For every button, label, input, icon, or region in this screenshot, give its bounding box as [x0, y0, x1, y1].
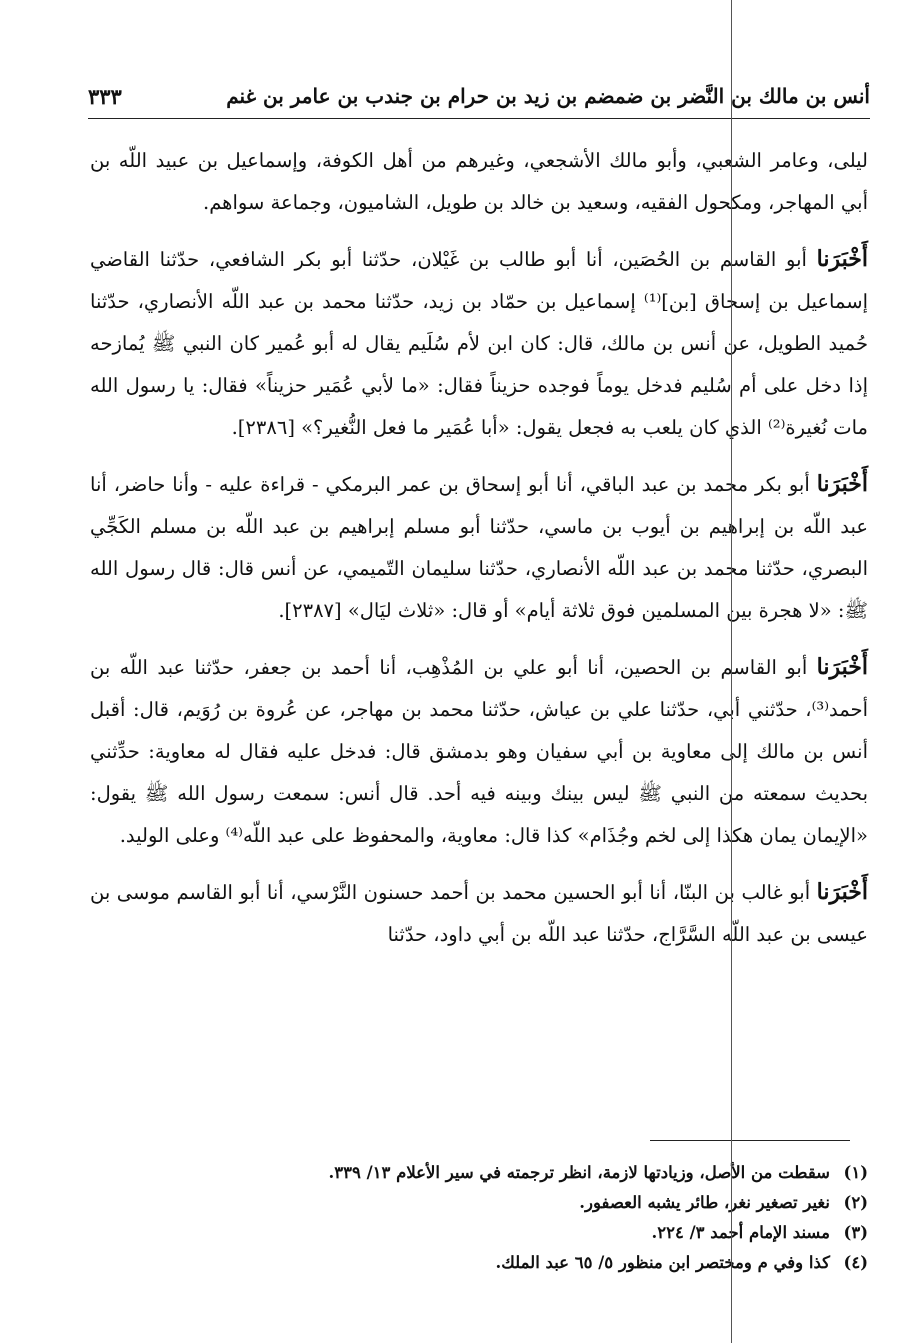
paragraph-lead: أَخْبَرَنا	[816, 471, 869, 497]
paragraph-lead: أَخْبَرَنا	[816, 654, 868, 680]
footnote-number: (٢)	[843, 1193, 868, 1212]
paragraph-text: أبو بكر محمد بن عبد الباقي، أنا أبو إسحاق بن عمر البرمكي - قراءة عليه - وأنا حاضر، أنا عبد اللّه بن إبراهيم بن أيوب بن ماسي، حدّثنا أبو مسلم إبراهيم بن عبد اللّه بن مسلم الكَجِّي البصري، حدّثنا محمد بن عبد اللّه الأنصاري، حدّثنا سليمان التّميمي، عن أنس قال: قال رسول الله ﷺ: «لا هجرة بين المسلمين فوق ثلاثة أيام» أو قال: «ثلاث ليَال» [٢٣٨٧].	[90, 473, 868, 622]
scan-fold-line	[731, 0, 732, 1343]
footnote-text: كذا وفي م ومختصر ابن منظور ٥/ ٦٥ عبد الملك.	[495, 1253, 830, 1272]
footnote-rule	[650, 1140, 850, 1141]
paragraph	[90, 463, 868, 632]
main-text	[90, 140, 868, 970]
paragraph	[90, 140, 868, 224]
paragraph-lead: أَخْبَرَنا	[816, 246, 868, 272]
footnote	[90, 1248, 868, 1278]
paragraph	[90, 238, 868, 449]
footnote	[90, 1158, 868, 1188]
footnotes	[90, 1158, 868, 1278]
footnote-number: (١)	[843, 1163, 868, 1182]
footnote-text: مسند الإمام أحمد ٣/ ٢٢٤.	[651, 1223, 830, 1242]
header-rule	[88, 118, 870, 119]
footnote	[90, 1218, 868, 1248]
running-title: أنس بن مالك بن النَّضر بن ضمضم بن زيد بن حرام بن جندب بن عامر بن غنم	[226, 84, 870, 108]
paragraph-text: أبو القاسم بن الحصين، أنا أبو علي بن المُذْهِب، أنا أحمد بن جعفر، حدّثنا عبد اللّه بن أحمد⁽³⁾، حدّثني أبي، حدّثنا علي بن عياش، حدّثنا محمد بن مهاجر، عن عُروة بن رُوَيم، قال: أقبل أنس بن مالك إلى معاوية بن أبي سفيان وهو بدمشق قال: فدخل عليه فقال له معاوية: حدِّثني بحديث سمعته من النبي ﷺ ليس بينك وبينه فيه أحد. قال أنس: سمعت رسول الله ﷺ يقول: «الإيمان يمان هكذا إلى لخم وجُذَام» كذا قال: معاوية، والمحفوظ على عبد اللّه⁽⁴⁾ وعلى الوليد.	[90, 656, 868, 847]
paragraph	[90, 871, 868, 956]
page-number: ٣٣٣	[88, 84, 122, 109]
paragraph-text: أبو القاسم بن الحُصَين، أنا أبو طالب بن غَيْلان، حدّثنا أبو بكر الشافعي، حدّثنا القاضي إسماعيل بن إسحاق [بن]⁽¹⁾ إسماعيل بن حمّاد بن زيد، حدّثنا محمد بن عبد اللّه الأنصاري، حدّثنا حُميد الطويل، عن أنس بن مالك، قال: كان ابن لأم سُلَيم يقال له أبو عُمير كان النبي ﷺ يُمازحه إذا دخل على أم سُليم فدخل يوماً فوجده حزيناً فقال: «ما لأبي عُمَير حزيناً» فقال: يا رسول الله مات نُغيرة⁽²⁾ الذي كان يلعب به فجعل يقول: «أبا عُمَير ما فعل النُّغير؟» [٢٣٨٦].	[90, 248, 868, 439]
paragraph-text: أبو غالب بن البنّا، أنا أبو الحسين محمد بن أحمد حسنون النَّرْسي، أنا أبو القاسم موسى بن عيسى بن عبد اللّه السَّرَّاج، حدّثنا عبد اللّه بن أبي داود، حدّثنا	[90, 881, 868, 946]
paragraph-text: ليلى، وعامر الشعبي، وأبو مالك الأشجعي، وغيرهم من أهل الكوفة، وإسماعيل بن عبيد اللّه بن أبي المهاجر، ومكحول الفقيه، وسعيد بن خالد بن طويل، الشاميون، وجماعة سواهم.	[90, 149, 868, 214]
footnote	[90, 1188, 868, 1218]
footnote-number: (٤)	[843, 1253, 868, 1272]
paragraph	[90, 646, 868, 857]
footnote-number: (٣)	[843, 1223, 868, 1242]
footnote-text: سقطت من الأصل، وزيادتها لازمة، انظر ترجمته في سير الأعلام ١٣/ ٣٣٩.	[328, 1163, 830, 1182]
page-header	[88, 80, 870, 120]
footnote-text: نغير تصغير نغر، طائر يشبه العصفور.	[579, 1193, 830, 1212]
paragraph-lead: أَخْبَرَنا	[816, 879, 868, 905]
